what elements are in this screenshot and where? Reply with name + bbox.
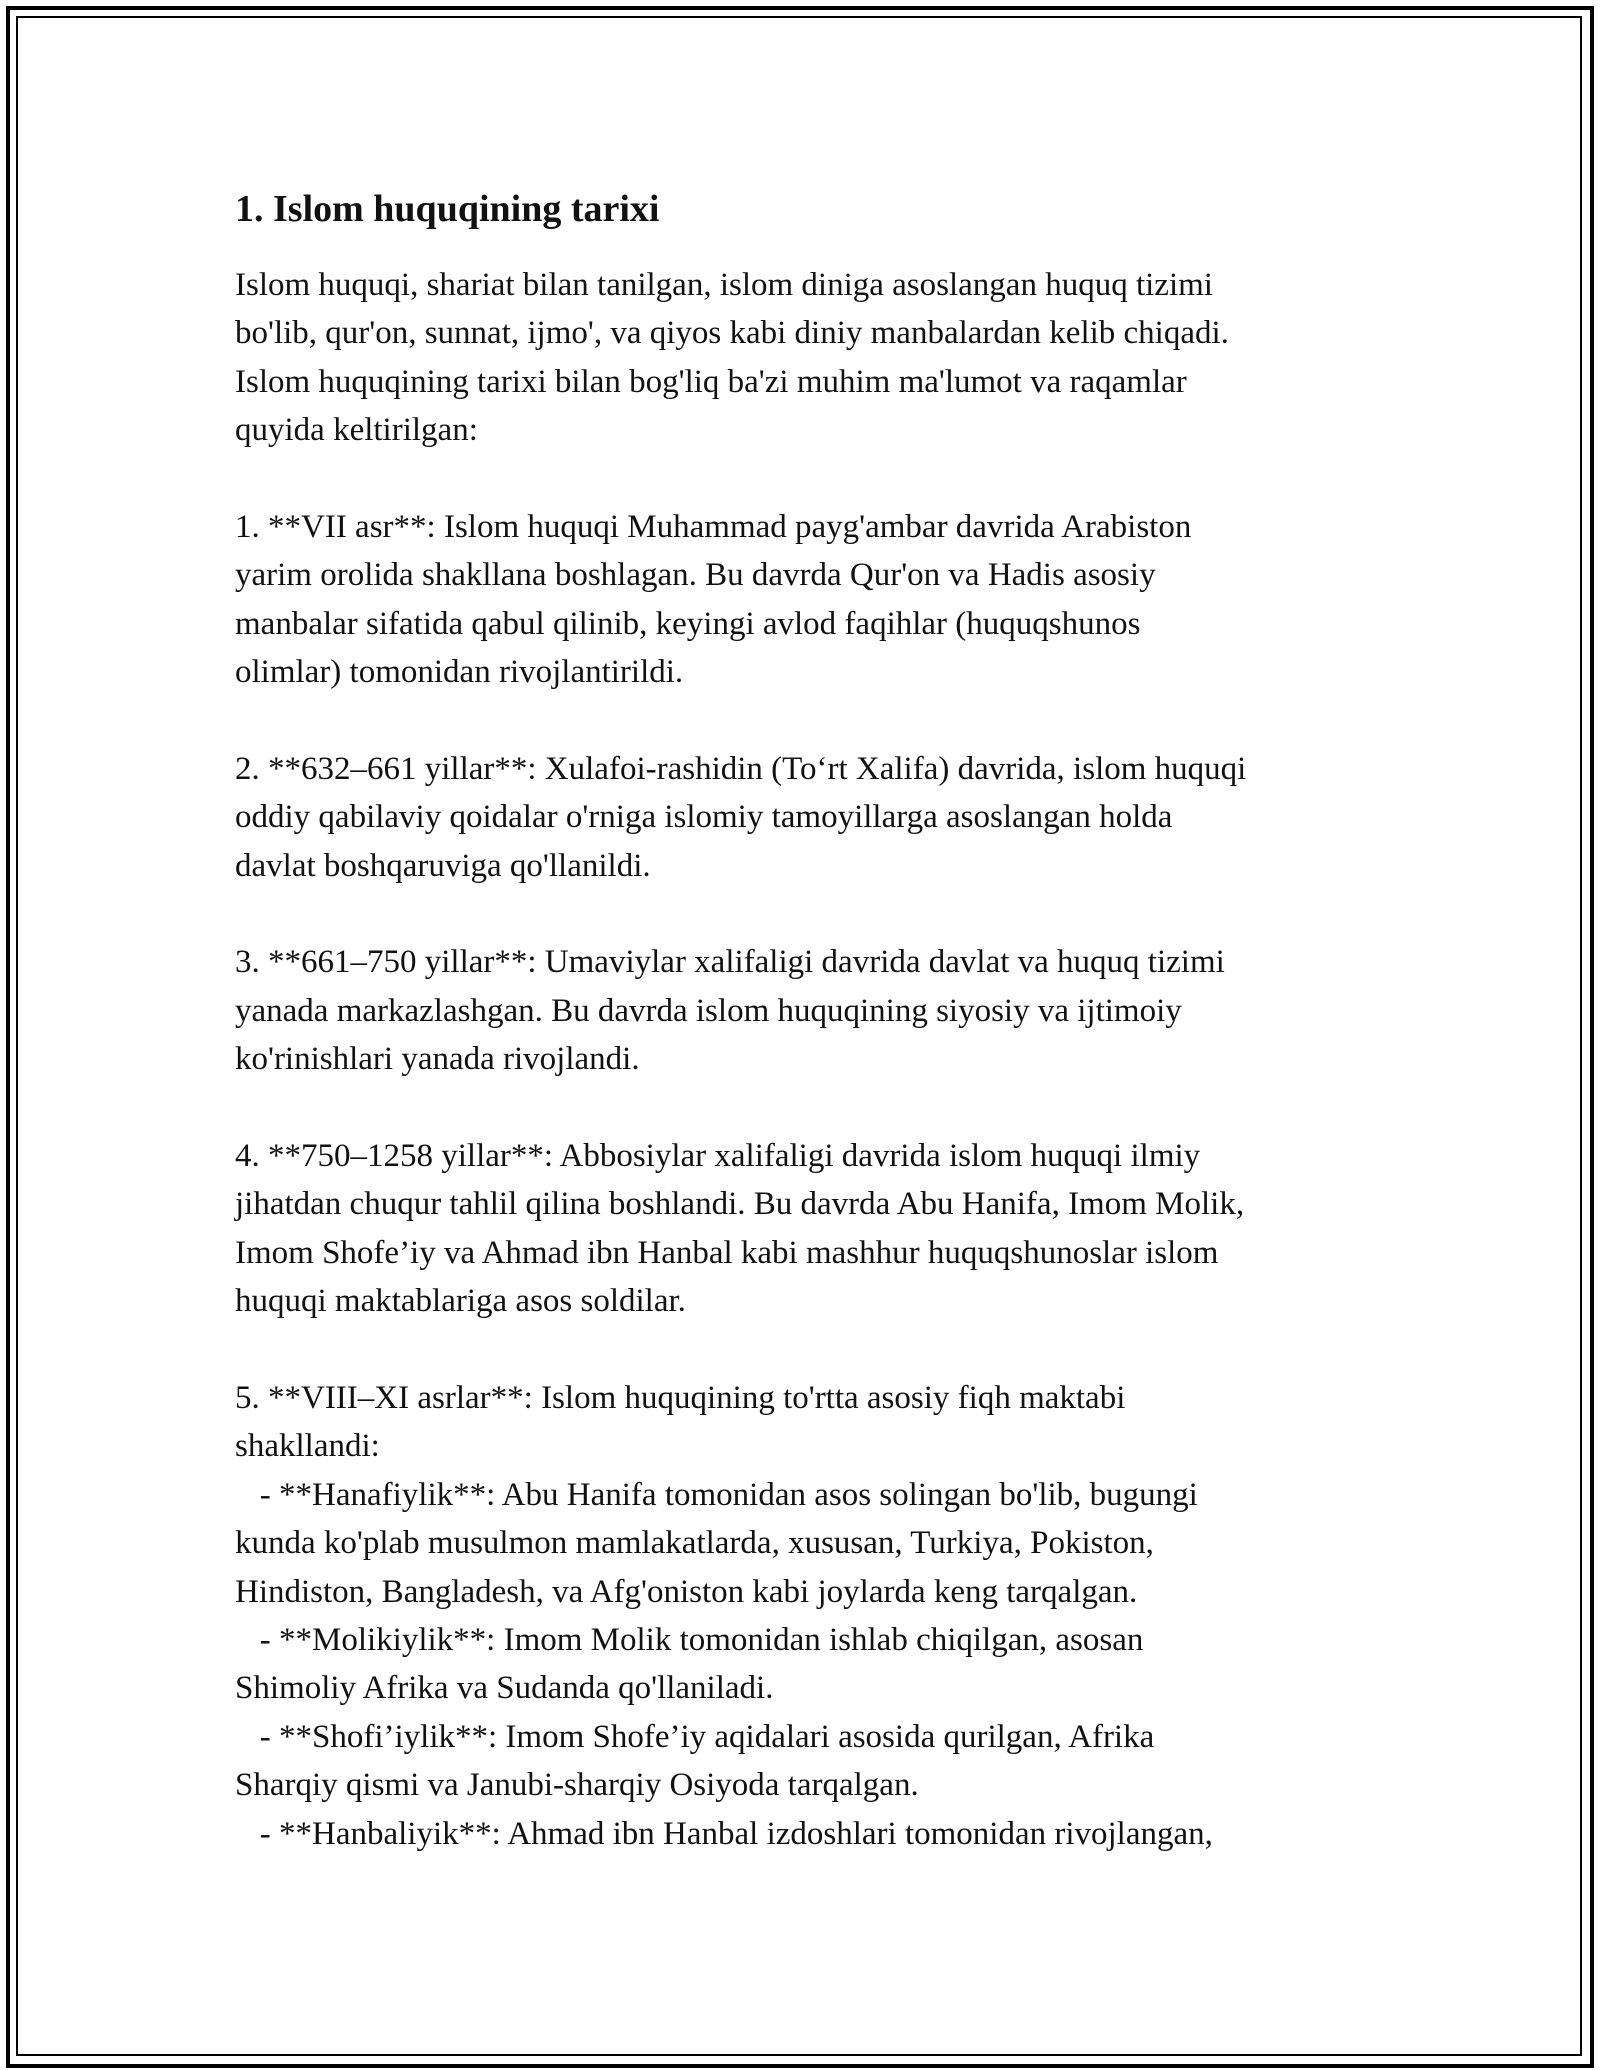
text-line: jihatdan chuqur tahlil qilina boshlandi. Bu davrda Abu Hanifa, Imom Molik, (235, 1186, 1245, 1223)
text-line: - **Shofi’iylik**: Imom Shofe’iy aqidalari asosida qurilgan, Afrika (235, 1718, 1155, 1755)
text-line: 5. **VIII–XI asrlar**: Islom huquqining to'rtta asosiy fiqh maktabi (235, 1379, 1126, 1416)
text-line: ko'rinishlari yanada rivojlandi. (235, 1041, 640, 1078)
blank-line (235, 697, 1375, 745)
text-line: 2. **632–661 yillar**: Xulafoi-rashidin (To‘rt Xalifa) davrida, islom huquqi (235, 750, 1247, 787)
blank-line (235, 455, 1375, 503)
text-line: shakllandi: (235, 1428, 380, 1465)
text-line: 3. **661–750 yillar**: Umaviylar xalifaligi davrida davlat va huquq tizimi (235, 944, 1225, 981)
text-line: - **Hanbaliyik**: Ahmad ibn Hanbal izdoshlari tomonidan rivojlangan, (235, 1815, 1213, 1852)
text-line: olimlar) tomonidan rivojlantirildi. (235, 654, 684, 691)
paragraph-block (235, 261, 1375, 1858)
text-line: Shimoliy Afrika va Sudanda qo'llaniladi. (235, 1670, 774, 1707)
text-line: - **Molikiylik**: Imom Molik tomonidan ishlab chiqilgan, asosan (235, 1621, 1144, 1658)
blank-line (235, 1326, 1375, 1374)
text-line: yanada markazlashgan. Bu davrda islom huquqining siyosiy va ijtimoiy (235, 992, 1182, 1029)
text-line: - **Hanafiylik**: Abu Hanifa tomonidan asos solingan bo'lib, bugungi (235, 1476, 1198, 1513)
text-line: 4. **750–1258 yillar**: Abbosiylar xalifaligi davrida islom huquqi ilmiy (235, 1138, 1201, 1175)
text-line: huquqi maktablariga asos soldilar. (235, 1283, 686, 1320)
text-line: kunda ko'plab musulmon mamlakatlarda, xususan, Turkiya, Pokiston, (235, 1525, 1154, 1562)
text-line: bo'lib, qur'on, sunnat, ijmo', va qiyos kabi diniy manbalardan kelib chiqadi. (235, 315, 1229, 352)
section-heading: 1. Islom huquqining tarixi (235, 188, 660, 230)
blank-line (235, 1084, 1375, 1132)
text-line: Islom huquqining tarixi bilan bog'liq ba'zi muhim ma'lumot va raqamlar (235, 363, 1187, 400)
text-line: manbalar sifatida qabul qilinib, keyingi avlod faqihlar (huquqshunos (235, 605, 1141, 642)
text-line: oddiy qabilaviy qoidalar o'rniga islomiy tamoyillarga asoslangan holda (235, 799, 1173, 836)
text-line: davlat boshqaruviga qo'llanildi. (235, 847, 651, 884)
text-line: Imom Shofe’iy va Ahmad ibn Hanbal kabi mashhur huquqshunoslar islom (235, 1234, 1219, 1271)
text-line: Sharqiy qismi va Janubi-sharqiy Osiyoda tarqalgan. (235, 1767, 919, 1804)
text-line: yarim orolida shakllana boshlagan. Bu davrda Qur'on va Hadis asosiy (235, 557, 1156, 594)
text-line: quyida keltirilgan: (235, 412, 478, 449)
text-line: Islom huquqi, shariat bilan tanilgan, islom diniga asoslangan huquq tizimi (235, 267, 1213, 303)
blank-line (235, 890, 1375, 938)
document-body (235, 185, 1375, 1858)
text-line: Hindiston, Bangladesh, va Afg'oniston kabi joylarda keng tarqalgan. (235, 1573, 1138, 1610)
text-line: 1. **VII asr**: Islom huquqi Muhammad payg'ambar davrida Arabiston (235, 508, 1192, 545)
